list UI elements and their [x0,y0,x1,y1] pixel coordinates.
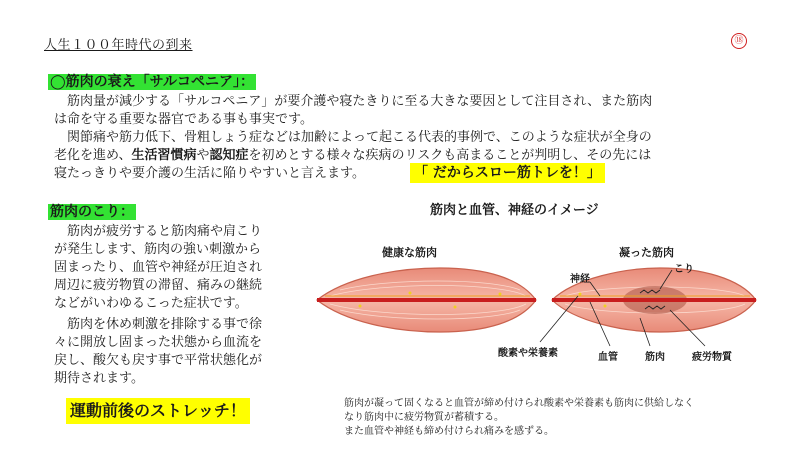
healthy-muscle-group [317,268,536,332]
slow-training-slogan: 「 だからスロー筋トレを！」 [410,163,605,183]
line4-part-e: を初めとする様々な疾病のリスクも高まることが判明し、その先には [248,148,652,163]
stiffness-line-4: 周辺に疲労物質の滞留、痛みの継続 [54,278,263,293]
sarcopenia-line-5: 寝たっきりや要介護の生活に陥りやすいと言えます。 [54,166,365,181]
fatigue-label: 疲労物質 [692,352,732,363]
lifestyle-disease-text: 生活習慣病 [131,148,197,163]
line4-part-c: や [196,148,210,163]
diagram-title: 筋肉と血管、神経のイメージ [430,203,599,218]
page-number: ⑱ [731,33,747,49]
stiffness-line-2: が発生します、筋肉の強い刺激から [54,242,261,257]
sarcopenia-line-1-text: 筋肉量が減少する「サルコペニア」が要介護や寝たきりに至る大きな要因として注目され、また筋肉 [67,94,653,109]
dementia-text: 認知症 [209,148,249,163]
caption-line-2: なり筋肉中に疲労物質が蓄積する。 [344,412,504,423]
sarcopenia-line-3-text: 関節痛や筋力低下、骨粗しょう症などは加齢によって起こる代表的事例で、このような症状が全身の [67,130,652,145]
stiff-oxygen-dot [579,293,582,296]
stiffness-line-6-text: 筋肉を休め刺激を排除する事で徐 [67,317,263,332]
stiffness-line-1-text: 筋肉が疲労すると筋肉痛や肩こり [67,224,263,239]
stiffness-line-5: などがいわゆるこった症状です。 [54,296,248,311]
healthy-oxygen-dot [409,292,412,295]
healthy-oxygen-dot [359,305,362,308]
sarcopenia-heading-text: ◯筋肉の衰え「サルコペニア」： [50,74,254,90]
healthy-oxygen-dot [454,306,457,309]
stiffness-line-7: 々に開放し固まった状態から血流を [54,335,263,350]
sarcopenia-line-2: は命を守る重要な器官である事も事実です。 [54,112,313,127]
stiff-oxygen-dot [604,305,607,308]
vessel-label: 血管 [598,352,618,363]
oxygen-label: 酸素や栄養素 [498,348,558,359]
healthy-muscle-label: 健康な筋肉 [382,246,437,259]
stretch-slogan: 運動前後のストレッチ！ [66,398,250,424]
page-title: 人生１００年時代の到来 [44,38,193,53]
line4-part-a: 老化を進め、 [54,148,132,163]
muscle-stiffness-heading-text: 筋肉のこり： [50,204,134,220]
stiff-muscle-label: 凝った筋肉 [619,246,674,259]
knot-label: こり [674,264,694,275]
stiffness-line-3: 固まったり、血管や神経が圧迫され [54,260,263,275]
muscle-label: 筋肉 [645,352,665,363]
nerve-label: 神経 [570,274,590,285]
caption-line-3: また血管や神経も締め付けられ痛みを感ずる。 [344,426,554,437]
healthy-oxygen-dot [499,293,502,296]
stiffness-line-8: 戻し、酸欠も戻す事で平常状態化が [54,353,263,368]
caption-line-1: 筋肉が凝って固くなると血管が締め付けられ酸素や栄養素も筋肉に供給しなく [344,398,694,409]
stiffness-line-9: 期待されます。 [54,371,144,386]
